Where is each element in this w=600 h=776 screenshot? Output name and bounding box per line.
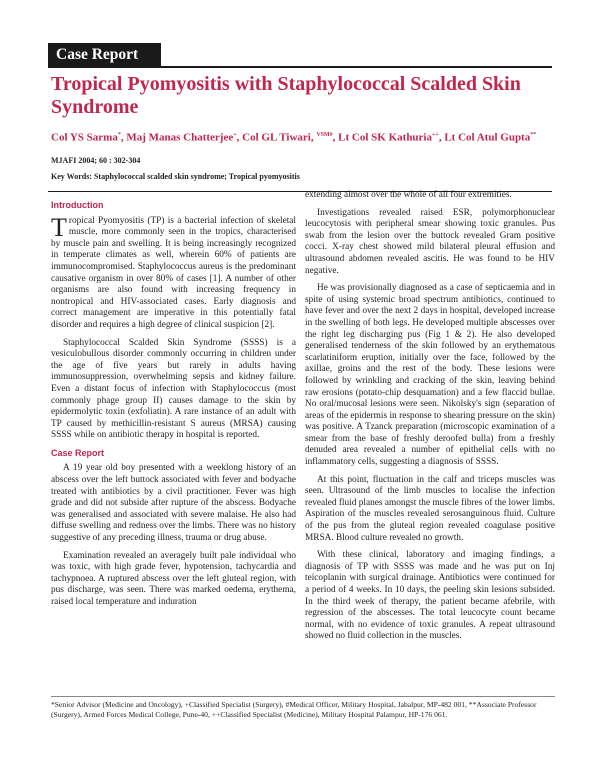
author-mark: ** xyxy=(530,132,537,138)
author-mark: * xyxy=(117,132,121,138)
author-name: Col YS Sarma xyxy=(51,131,118,144)
case-paragraph: Examination revealed an averagely built pale individual who was toxic, with high grade fever, hypotension, tachycardia and tachypnoea. A ruptured abscess over the left gluteal region, with pus discharge, was seen. There was marked oedema, erythema, raised local temperature and induration xyxy=(51,550,296,607)
footnote-rule xyxy=(51,696,555,697)
intro-paragraph: Staphylococcal Scalded Skin Syndrome (SSSS) is a vesiculobullous disorder commonly occurring in children under the age of five years but rarely in adults having immunosuppression, overwhelming sepsis and kidney failure. Even a distant focus of infection with Staphylococcus (most commonly phage group II) causes damage to the skin by epidermolytic toxin (exfoliatin). A rare instance of an adult with TP caused by methicillin-resistant S aureus (MRSA) causing SSSS while on antibiotic therapy in hospital is reported. xyxy=(51,337,296,441)
case-paragraph: Investigations revealed raised ESR, polymorphonuclear leucocytosis with peripheral smear showing toxic granules. Pus swab from the lesion over the buttock revealed Gram positive cocci. X-ray chest showed mild bilateral pleural effusion and ultrasound abdomen revealed ascitis. He was found to be HIV negative. xyxy=(305,207,555,276)
article-type-badge: Case Report xyxy=(48,43,161,67)
case-paragraph: With these clinical, laboratory and imaging findings, a diagnosis of TP with SSSS was made and he was put on Inj teicoplanin with surgical drainage. Antibiotics were continued for a period of 4 weeks. In 10 days, the peeling skin lesions subsided. In the third week of therapy, the patient became afebrile, with regression of the abscesses. The total leucocyte count became normal, with no evidence of toxic granules. A repeat ultrasound showed no fluid collection in the muscles. xyxy=(305,550,555,642)
footnote-text: *Senior Advisor (Medicine and Oncology), +Classified Specialist (Surgery), #Medical Officer, Military Hospital, Jabalpur, MP-482 001, **Associate Professor (Surgery), Armed Forces Medical College, Pune-40, ++Classified Specialist (Medicine), Military Hospital Palampur, HP-176 061. xyxy=(51,700,537,719)
section-heading-introduction: Introduction xyxy=(51,200,104,210)
case-paragraph: He was provisionally diagnosed as a case of septicaemia and in spite of using systemic broad spectrum antibiotics, continued to have fever and over the next 2 days in hospital, developed increase in the swelling of both legs. He developed multiple abscesses over the right leg discharging pus (Fig 1 & 2). He also developed generalised tenderness of the skin followed by an erythematous scarlatiniform eruption, initially over the face, followed by the axillae, groins and the rest of the body. These lesions were followed by wrinkling and cracking of the skin, leaving behind raw erosions (potato-chip desquamation) and a few flaccid bullae. No oral/mucosal lesions were seen. Nikolsky's sign (separation of areas of the epidermis in response to shearing pressure on the skin) was positive. A Tzanck preparation (microscopic examination of a smear from the base of freshly deroofed bulla) from a freshly denuded area revealed a number of epithelial cells with no inflammatory cells, suggesting a diagnosis of SSSS. xyxy=(305,283,555,468)
author-list: Col YS Sarma*, Maj Manas Chatterjee+, Col GL Tiwari, $^{VSM\#}$, Lt Col SK Kathuria++, Lt Col Atul Gupta** xyxy=(51,131,537,144)
case-paragraph: A 19 year old boy presented with a weeklong history of an abscess over the left buttock associated with fever and bodyache treated with antibiotics by a civil practitioner. Fever was high grade and did not subside after rupture of the abscess. Bodyache was generalised and associated with severe malaise. He also had diffuse swelling and redness over the limbs. There was no history suggestive of any preceding illness, trauma or drug abuse. xyxy=(51,463,296,544)
author-name: Lt Col Atul Gupta xyxy=(444,131,531,144)
header-rule xyxy=(48,66,552,68)
author-mark: + xyxy=(233,132,237,138)
case-paragraph: extending almost over the whole of all four extremities. xyxy=(305,190,512,200)
article-title: Tropical Pyomyositis with Staphylococcal Scalded Skin Syndrome xyxy=(51,73,521,118)
author-name: Col GL Tiwari xyxy=(242,131,311,144)
section-heading-case-report: Case Report xyxy=(51,447,105,458)
case-paragraph: At this point, fluctuation in the calf and triceps muscles was seen. Ultrasound of the limb muscles to localise the infection revealed fluid planes amongst the muscle fibres of the lower limbs. Aspiration of the muscles revealed serosanguinous fluid. Culture of the pus from the gluteal region revealed coagulase positive MRSA. Blood culture revealed no growth. xyxy=(305,474,555,543)
journal-citation: MJAFI 2004; 60 : 302-304 xyxy=(51,156,141,165)
author-name: Maj Manas Chatterjee xyxy=(126,131,234,144)
right-column xyxy=(305,190,555,649)
intro-paragraph xyxy=(51,212,296,332)
intro-text: ropical Pyomyositis (TP) is a bacterial infection of skeletal muscle, more commonly seen in the tropics, characterised by muscle pain and swelling. It is being increasingly recognized in temperate climates as well, wherein 60% of patients are immunocompromised. Staphylococcus aureus is the predominant causative organism in over 80% of cases [1]. A number of other organisms are also found with increasing frequency in nontropical and HIV-associated cases. Early diagnosis and correct management are imperative in this potentially fatal disorder and requires a high degree of clinical suspicion [2]. xyxy=(51,215,296,330)
author-mark: VSM# xyxy=(316,132,333,138)
left-column xyxy=(51,200,296,615)
author-mark: ++ xyxy=(432,132,439,138)
keywords: Key Words: Staphylococcal scalded skin syndrome; Tropical pyomyositis xyxy=(51,172,300,181)
drop-cap: T xyxy=(51,212,67,242)
affiliation-footnotes xyxy=(51,700,555,720)
author-name: Lt Col SK Kathuria xyxy=(338,131,432,144)
